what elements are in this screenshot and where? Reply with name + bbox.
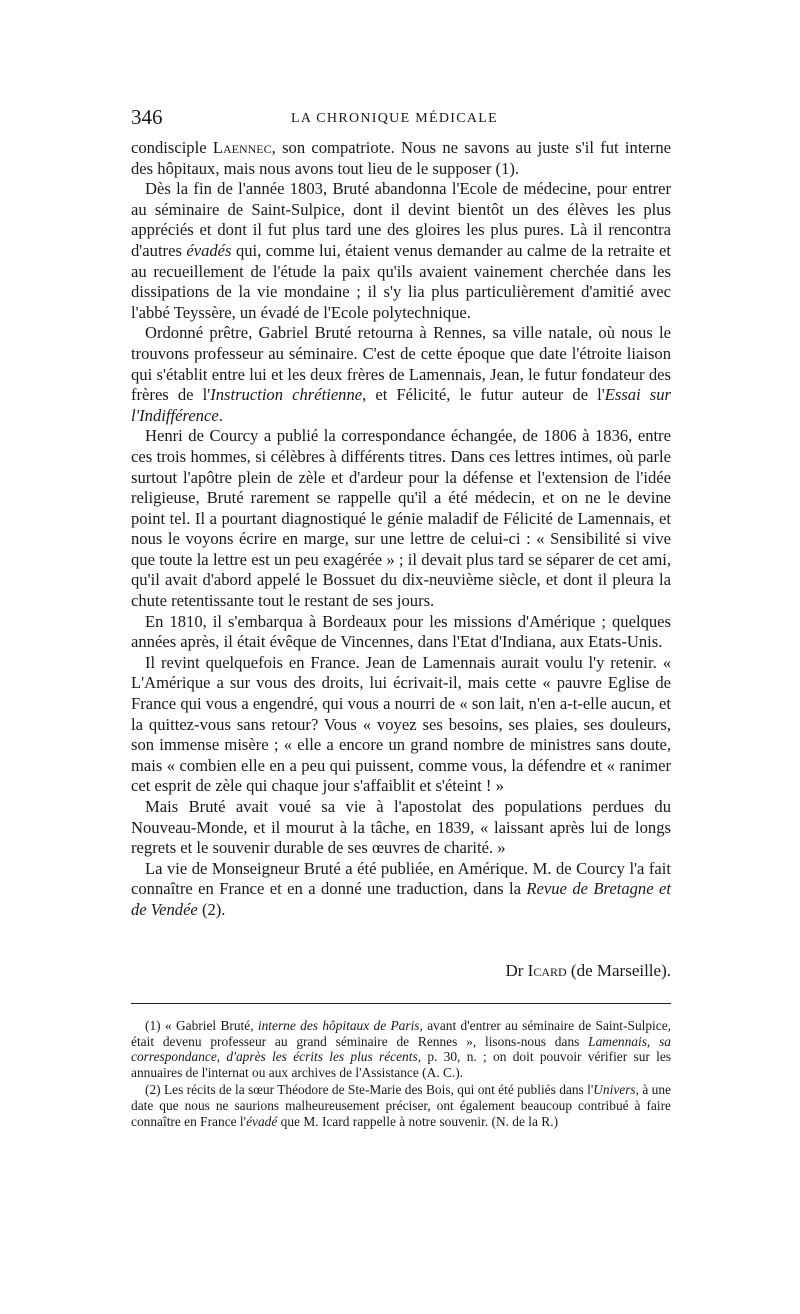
footnotes — [131, 1018, 671, 1131]
text-run: Dès la fin de l'année 1803, Bruté abandonna l'Ecole de médecine, pour entrer au séminaire de Saint-Sulpice, dont il devint bientôt un des élèves les plus appréciés et dont il fut plus tard une des gloires les plus pures. Là il rencontra d'autres — [131, 179, 671, 260]
italic-term: évadés — [186, 240, 232, 260]
text-run: Ordonné prêtre, Gabriel Bruté retourna à Rennes, sa ville natale, où nous le trouvons professeur au séminaire. C'est de cette époque que date l'étroite liaison qui s'établit entre lui et les deux frères de Lamennais, Jean, le futur fondateur des frères de l' — [131, 323, 671, 405]
paragraph-3 — [131, 323, 671, 426]
text-run: (2). — [197, 899, 226, 919]
text-run: (2) Les récits de la sœur Théodore de Ste-Marie des Bois, qui ont été publiés dans l' — [145, 1082, 594, 1098]
signature-prefix: Dr — [505, 961, 528, 980]
text-run: . — [218, 405, 223, 425]
text-run: condisciple — [131, 138, 213, 157]
italic-title: Instruction chrétienne — [210, 385, 363, 405]
paragraph-8 — [131, 859, 671, 921]
small-caps-name: Laennec — [212, 138, 272, 157]
italic-title: Lamennais, sa correspondance, d'après les écrits les plus récents — [131, 1033, 671, 1065]
italic-title: Revue de Bretagne et de Vendée — [131, 879, 671, 919]
text-run: , son compatriote. Nous ne savons au juste s'il fut interne des hôpitaux, mais nous avons tout lieu de le supposer (1). — [131, 138, 671, 178]
text-run: (1) « Gabriel Bruté, — [145, 1018, 258, 1033]
italic-term: interne des hôpitaux de Paris — [257, 1018, 420, 1033]
running-title: LA CHRONIQUE MÉDICALE — [291, 111, 498, 126]
text-run: que M. Icard rappelle à notre souvenir. (N. de la R.) — [277, 1113, 559, 1129]
page-number: 346 — [131, 105, 163, 129]
paragraph-1 — [131, 138, 671, 179]
footnote-divider — [131, 1003, 671, 1004]
italic-title: Univers — [593, 1082, 636, 1098]
paragraph-2 — [131, 179, 671, 323]
page-header — [131, 104, 671, 134]
text-run: La vie de Monseigneur Bruté a été publiée, en Amérique. M. de Courcy l'a fait connaître en France et en a donné une traduction, dans la — [131, 858, 671, 899]
text-run: , à une date que nous ne saurions malheureusement préciser, ont également beaucoup contribué à faire connaître en France l' — [131, 1082, 671, 1129]
italic-term: évadé — [246, 1113, 278, 1129]
paragraph-4: Henri de Courcy a publié la correspondance échangée, de 1806 à 1836, entre ces trois hommes, si célèbres à différents titres. Dans ces lettres intimes, où parle surtout l'apôtre plein de zèle et d'ardeur pour la défense et l'extension de l'idée religieuse, Bruté rarement se rappelle qu'il a été médecin, et on ne le devine point tel. Il a pourtant diagnostiqué le génie maladif de Félicité de Lamennais, et nous le voyons écrire en marge, sur une lettre de celui-ci : « Sensibilité si vive que toute la lettre est un peu exagérée » ; il devait plus tard se séparer de cet ami, qu'il avait d'abord appelé le Bossuet du dix-neuvième siècle, et dont il pleura la chute retentissante tout le restant de ses jours. — [131, 426, 671, 611]
text-run: qui, comme lui, étaient venus demander au calme de la retraite et au recueillement de l'étude la paix qu'ils avaient vainement cherchée dans les dissipations de la vie mondaine ; il s'y lia plus particulièrement d'amitié avec l'abbé Teyssère, un évadé de l'Ecole polytechnique. — [131, 240, 671, 322]
paragraph-5: En 1810, il s'embarqua à Bordeaux pour les missions d'Amérique ; quelques années après, il était évêque de Vincennes, dans l'Etat d'Indiana, aux Etats-Unis. — [131, 611, 671, 652]
text-run: , avant d'entrer au séminaire de Saint-Sulpice, était devenu professeur au grand séminaire de Rennes », lisons-nous dans — [131, 1018, 672, 1049]
footnote-1 — [131, 1018, 671, 1080]
article-body — [131, 138, 671, 921]
italic-title: Essai sur l'Indifférence — [131, 385, 672, 425]
text-run: , et Félicité, le futur auteur de l' — [362, 385, 605, 405]
signature-suffix: (de Marseille). — [566, 961, 671, 980]
signature-name: Icard — [527, 961, 567, 980]
text-run: , p. 30, n. ; on doit pouvoir vérifier sur les annuaires de l'internat ou aux archives de l'Assistance (A. C.). — [131, 1049, 672, 1080]
paragraph-6: Il revint quelquefois en France. Jean de Lamennais aurait voulu l'y retenir. « L'Amérique a sur vous des droits, lui écrivait-il, mais cette « pauvre Eglise de France qui vous a engendré, qui vous a nourri de « son lait, n'en a-t-elle aucun, et la quittez-vous sans retour? Vous « voyez ses besoins, ses plaies, ses douleurs, son immense misère ; « elle a encore un grand nombre de ministres sans doute, mais « combien elle en a peu qui puissent, comme vous, la défendre et « ranimer cet esprit de zèle qui chaque jour s'affaiblit et s'éteint ! » — [131, 652, 671, 796]
footnote-2 — [131, 1082, 671, 1129]
paragraph-7: Mais Bruté avait voué sa vie à l'apostolat des populations perdues du Nouveau-Monde, et il mourut à la tâche, en 1839, « laissant après lui de longs regrets et le souvenir durable de ses œuvres de charité. » — [131, 797, 671, 858]
author-signature — [438, 960, 671, 982]
